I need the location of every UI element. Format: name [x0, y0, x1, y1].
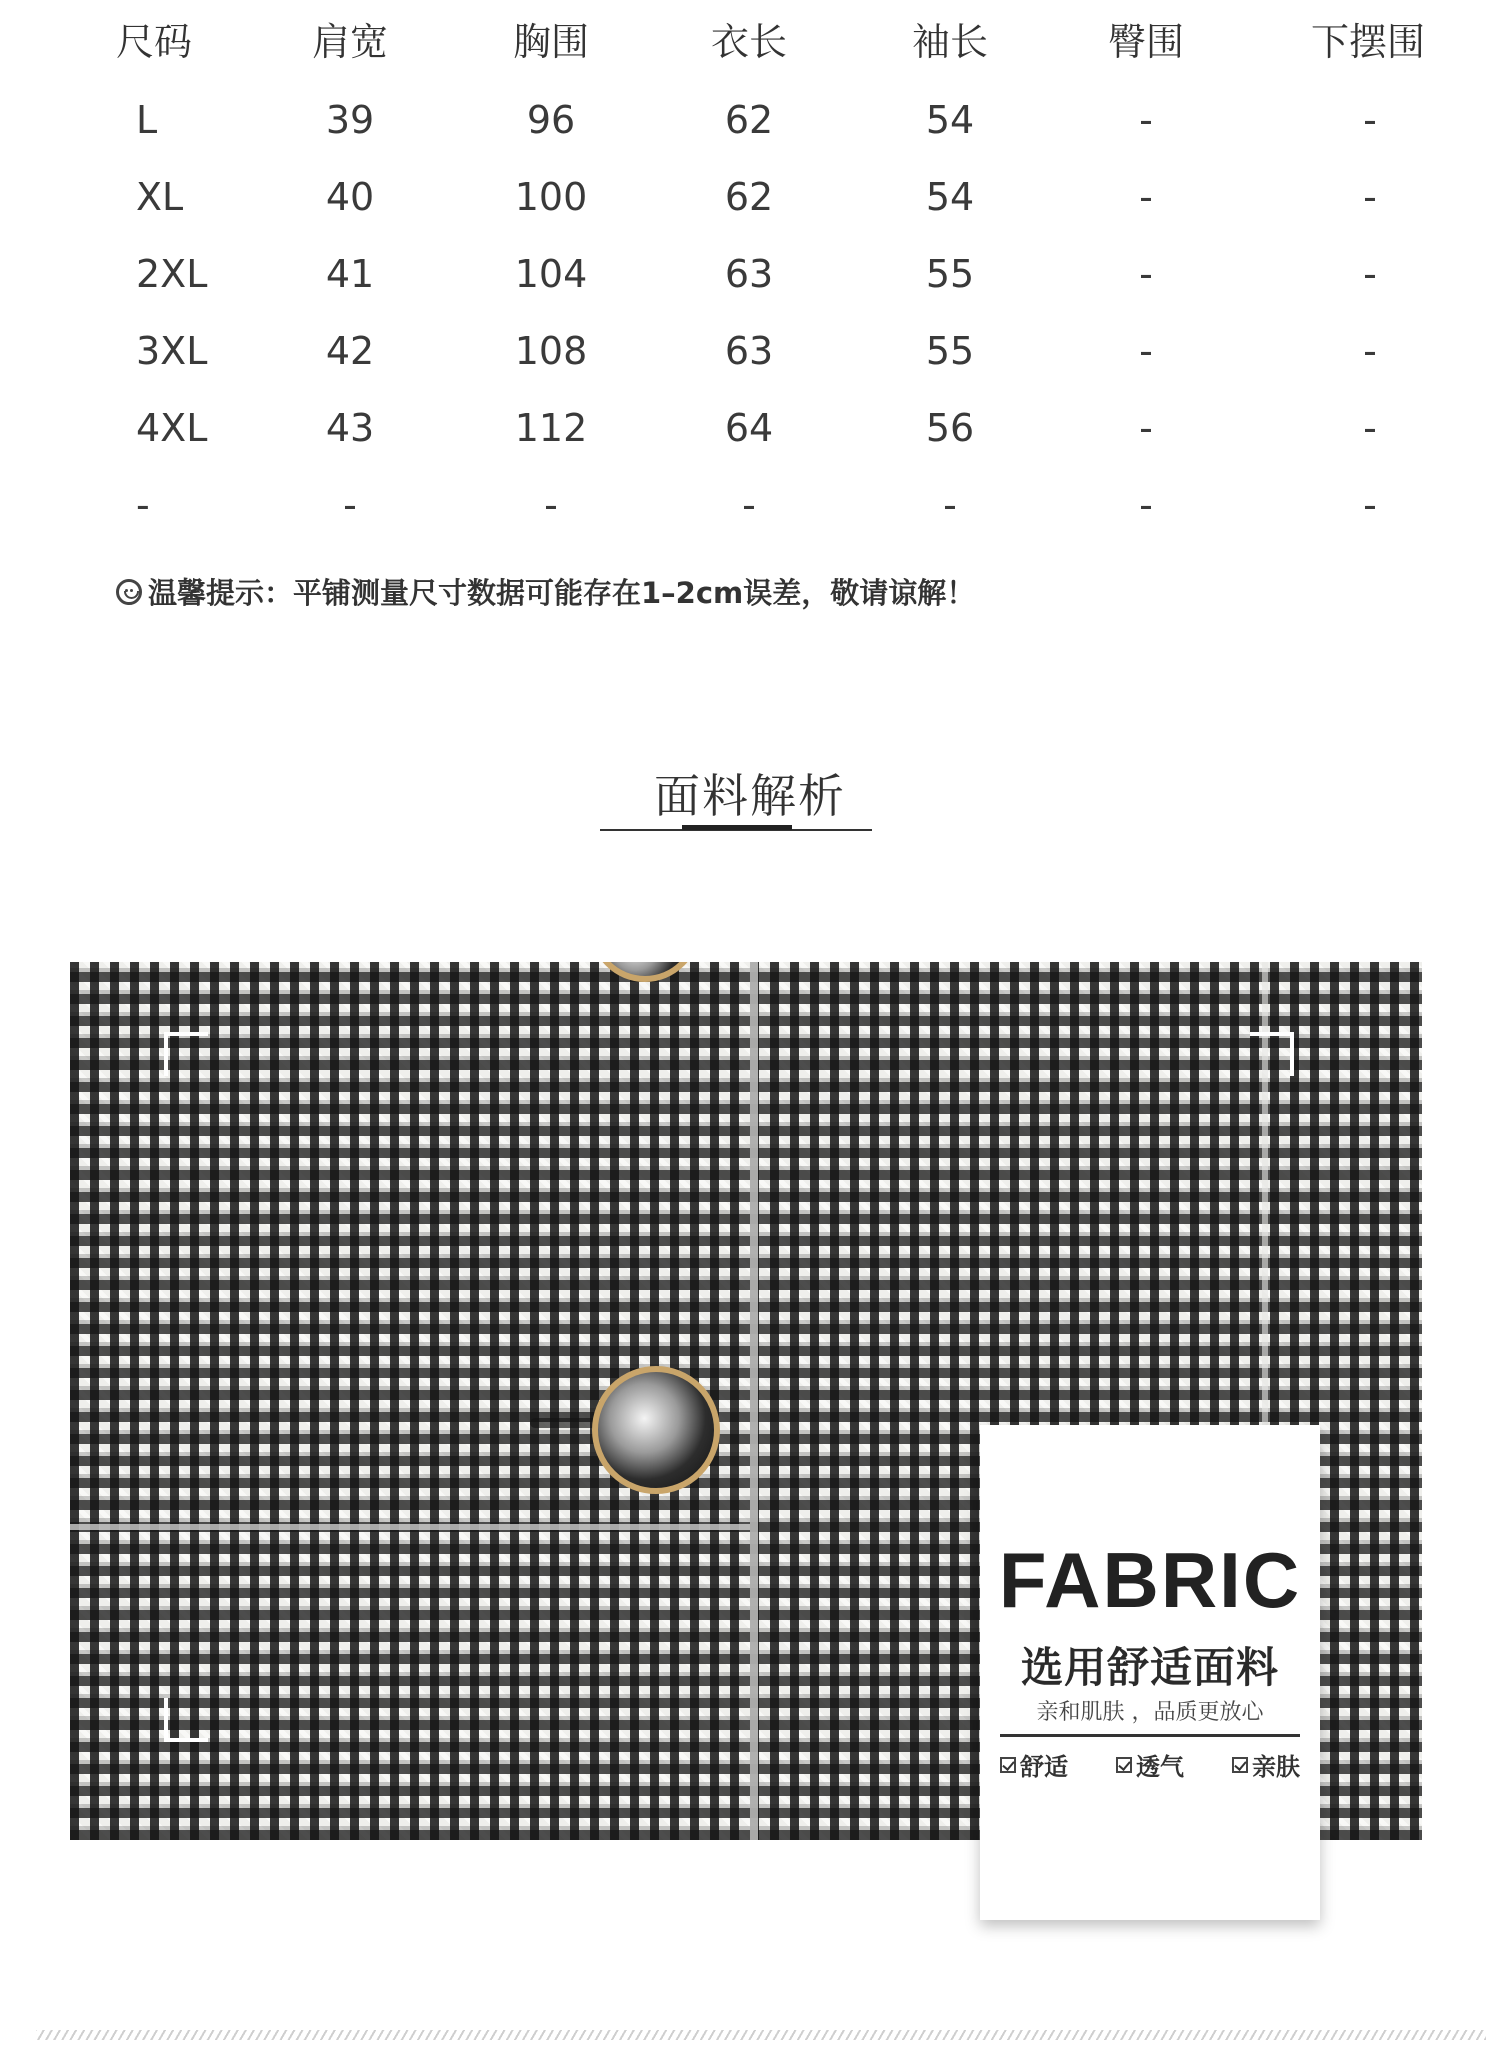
- cell-size: L: [136, 98, 158, 142]
- table-row: [0, 321, 1500, 381]
- cell-chest: -: [544, 483, 558, 527]
- divider-hatch: [36, 2030, 1486, 2040]
- cell-sleeve: 54: [925, 98, 975, 142]
- cell-hem: -: [1363, 252, 1377, 296]
- cell-sleeve: 54: [925, 175, 975, 219]
- fabric-subtitle: 选用舒适面料: [1020, 1643, 1279, 1692]
- feature-item: [1116, 1747, 1184, 1782]
- tip-text: 温馨提示：平铺测量尺寸数据可能存在1–2cm误差，敬请谅解！: [148, 576, 976, 610]
- size-table-header: [0, 12, 1500, 72]
- cell-size: 4XL: [136, 406, 208, 450]
- cell-shoulder: 41: [325, 252, 375, 296]
- section-title: 面料解析: [654, 769, 846, 823]
- header-sleeve: 袖长: [911, 20, 989, 64]
- cell-length: 64: [724, 406, 774, 450]
- table-row: [0, 398, 1500, 458]
- smile-icon: [116, 579, 142, 605]
- feature-label: 亲肤: [1252, 1753, 1300, 1781]
- header-chest: 胸围: [512, 20, 590, 64]
- coat-button: [592, 1366, 720, 1494]
- cell-length: 63: [724, 252, 774, 296]
- cell-hip: -: [1139, 329, 1153, 373]
- measurement-tip: [116, 568, 975, 618]
- cell-hip: -: [1139, 98, 1153, 142]
- cell-sleeve: 55: [925, 252, 975, 296]
- corner-bracket: [164, 1698, 208, 1742]
- cell-size: 2XL: [136, 252, 208, 296]
- cell-chest: 112: [514, 406, 588, 450]
- cell-size: XL: [136, 175, 184, 219]
- cell-sleeve: 55: [925, 329, 975, 373]
- cell-shoulder: 43: [325, 406, 375, 450]
- cell-shoulder: 42: [325, 329, 375, 373]
- pocket-seam: [70, 1524, 750, 1530]
- header-length: 衣长: [710, 20, 788, 64]
- feature-list: [1000, 1747, 1300, 1782]
- cell-chest: 108: [514, 329, 588, 373]
- cell-hip: -: [1139, 406, 1153, 450]
- feature-item: [1000, 1747, 1068, 1782]
- cell-hem: -: [1363, 483, 1377, 527]
- feature-label: 透气: [1136, 1753, 1184, 1781]
- cell-hem: -: [1363, 406, 1377, 450]
- cell-hem: -: [1363, 329, 1377, 373]
- corner-bracket: [1250, 1032, 1294, 1076]
- table-row: [0, 167, 1500, 227]
- title-underline-accent: [682, 825, 792, 830]
- header-shoulder: 肩宽: [311, 20, 389, 64]
- checkbox-icon: [1116, 1757, 1132, 1773]
- cell-shoulder: -: [343, 483, 357, 527]
- cell-hip: -: [1139, 252, 1153, 296]
- coat-button: [590, 962, 700, 982]
- cell-hem: -: [1363, 98, 1377, 142]
- cell-shoulder: 39: [325, 98, 375, 142]
- cell-length: 62: [724, 175, 774, 219]
- checkbox-icon: [1000, 1757, 1016, 1773]
- fabric-description: 亲和肌肤 ，品质更放心: [1000, 1695, 1300, 1737]
- checkbox-icon: [1232, 1757, 1248, 1773]
- cell-sleeve: -: [943, 483, 957, 527]
- cell-hem: -: [1363, 175, 1377, 219]
- cell-chest: 100: [514, 175, 588, 219]
- cell-size: -: [136, 483, 150, 527]
- feature-item: [1232, 1747, 1300, 1782]
- cell-chest: 96: [526, 98, 576, 142]
- table-row: [0, 90, 1500, 150]
- header-size: 尺码: [116, 20, 193, 64]
- cell-chest: 104: [514, 252, 588, 296]
- feature-label: 舒适: [1020, 1753, 1068, 1781]
- table-row: [0, 475, 1500, 535]
- cell-hip: -: [1139, 175, 1153, 219]
- cell-shoulder: 40: [325, 175, 375, 219]
- table-row: [0, 244, 1500, 304]
- buttonhole: [530, 1418, 600, 1428]
- corner-bracket: [164, 1032, 208, 1076]
- cell-length: 63: [724, 329, 774, 373]
- header-hip: 臀围: [1107, 20, 1185, 64]
- cell-size: 3XL: [136, 329, 208, 373]
- fabric-word: FABRIC: [998, 1536, 1302, 1624]
- header-hem: 下摆围: [1310, 20, 1426, 64]
- cell-length: 62: [724, 98, 774, 142]
- fabric-card: [980, 1425, 1320, 1920]
- cell-length: -: [742, 483, 756, 527]
- placket-seam: [750, 962, 758, 1840]
- cell-hip: -: [1139, 483, 1153, 527]
- cell-sleeve: 56: [925, 406, 975, 450]
